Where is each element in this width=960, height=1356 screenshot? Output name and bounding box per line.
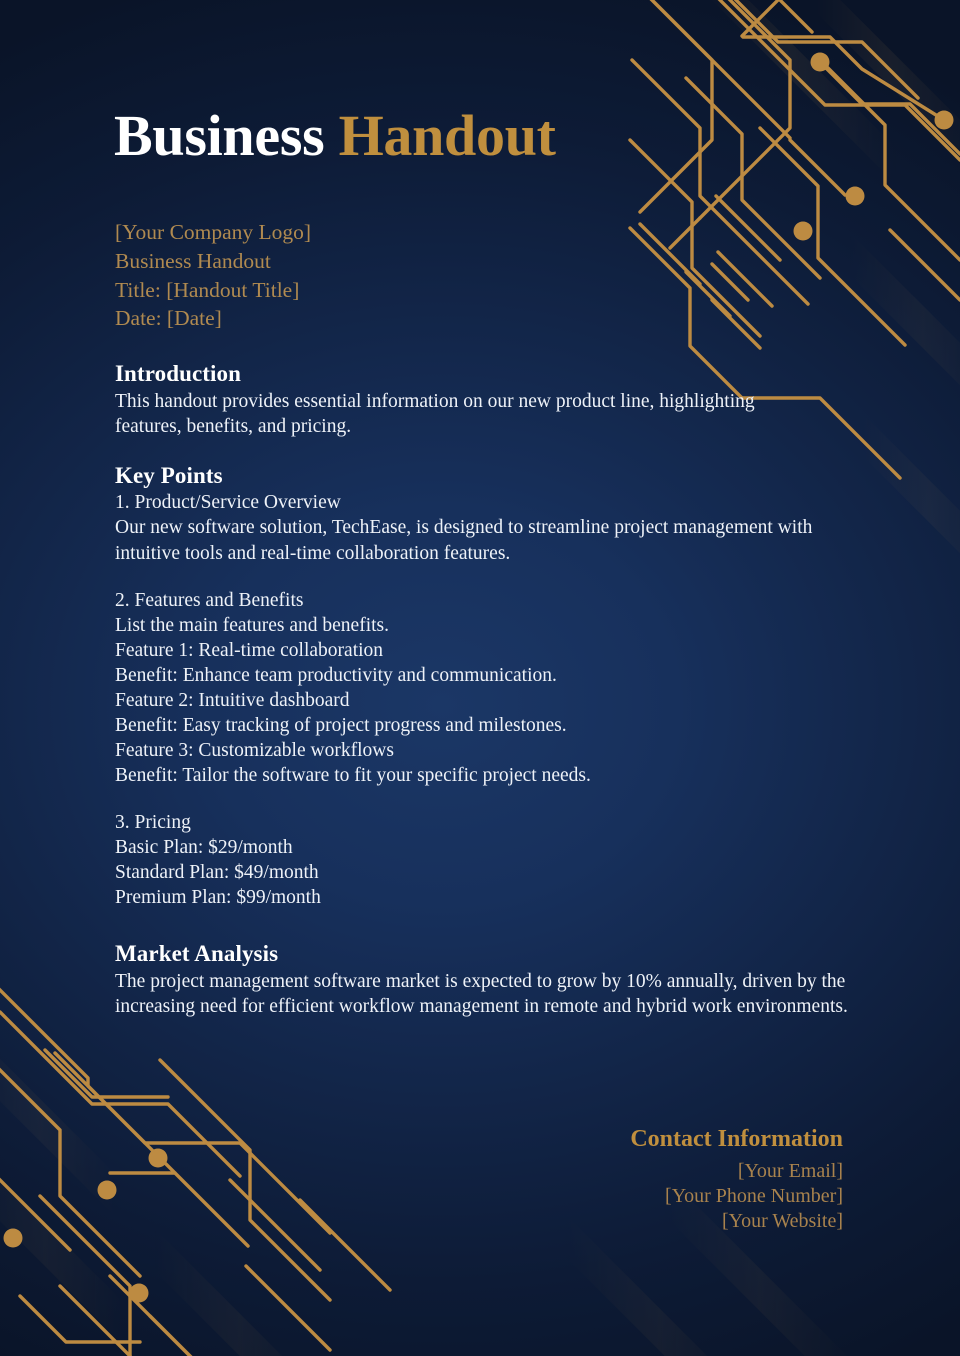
feature-2-label: Feature 2: Intuitive dashboard xyxy=(115,690,350,712)
meta-doc-type: Business Handout xyxy=(115,248,271,273)
price-standard-plan: Standard Plan: $49/month xyxy=(115,862,319,884)
meta-company-logo: [Your Company Logo] xyxy=(115,220,312,244)
benefit-1-label: Benefit: Enhance team productivity and communication. xyxy=(115,665,557,687)
contact-website: [Your Website] xyxy=(722,1210,843,1233)
key-point-1-title: 1. Product/Service Overview xyxy=(115,492,341,514)
introduction-paragraph: This handout provides essential information on our new product line, highlighting features, benefits, and pricing. xyxy=(115,390,755,438)
contact-information-block xyxy=(630,1124,843,1234)
document-body xyxy=(115,360,855,1020)
contact-heading: Contact Information xyxy=(630,1126,843,1152)
market-analysis-paragraph: The project management software market is expected to grow by 10% annually, driven by the increasing need for efficient workflow management in remote and hybrid work environments. xyxy=(115,970,848,1018)
meta-title-field: Title: [Handout Title] xyxy=(115,277,300,302)
section-heading-market-analysis: Market Analysis xyxy=(115,941,279,967)
document-meta-block xyxy=(115,218,311,333)
key-point-1 xyxy=(115,490,855,515)
page-title-word-2: Handout xyxy=(338,103,556,168)
contact-phone: [Your Phone Number] xyxy=(665,1185,843,1208)
key-point-2-title: 2. Features and Benefits xyxy=(115,590,304,612)
benefit-3-label: Benefit: Tailor the software to fit your specific project needs. xyxy=(115,765,591,787)
feature-1-label: Feature 1: Real-time collaboration xyxy=(115,640,384,662)
page-title xyxy=(114,103,556,168)
price-basic-plan: Basic Plan: $29/month xyxy=(115,837,293,859)
section-heading-introduction: Introduction xyxy=(115,361,242,386)
meta-date-field: Date: [Date] xyxy=(115,306,222,331)
benefit-2-label: Benefit: Easy tracking of project progress and milestones. xyxy=(115,715,567,737)
feature-3-label: Feature 3: Customizable workflows xyxy=(115,740,394,762)
contact-email: [Your Email] xyxy=(737,1160,843,1183)
key-point-3-title: 3. Pricing xyxy=(115,812,191,834)
key-point-2 xyxy=(115,588,855,788)
key-point-1-body: Our new software solution, TechEase, is designed to streamline project management with intuitive tools and real-time collaboration features. xyxy=(115,517,813,564)
price-premium-plan: Premium Plan: $99/month xyxy=(115,887,321,909)
page-title-word-1: Business xyxy=(114,103,325,168)
section-heading-key-points: Key Points xyxy=(115,462,223,488)
key-point-3-pricing xyxy=(115,810,855,910)
key-point-2-intro: List the main features and benefits. xyxy=(115,615,389,637)
